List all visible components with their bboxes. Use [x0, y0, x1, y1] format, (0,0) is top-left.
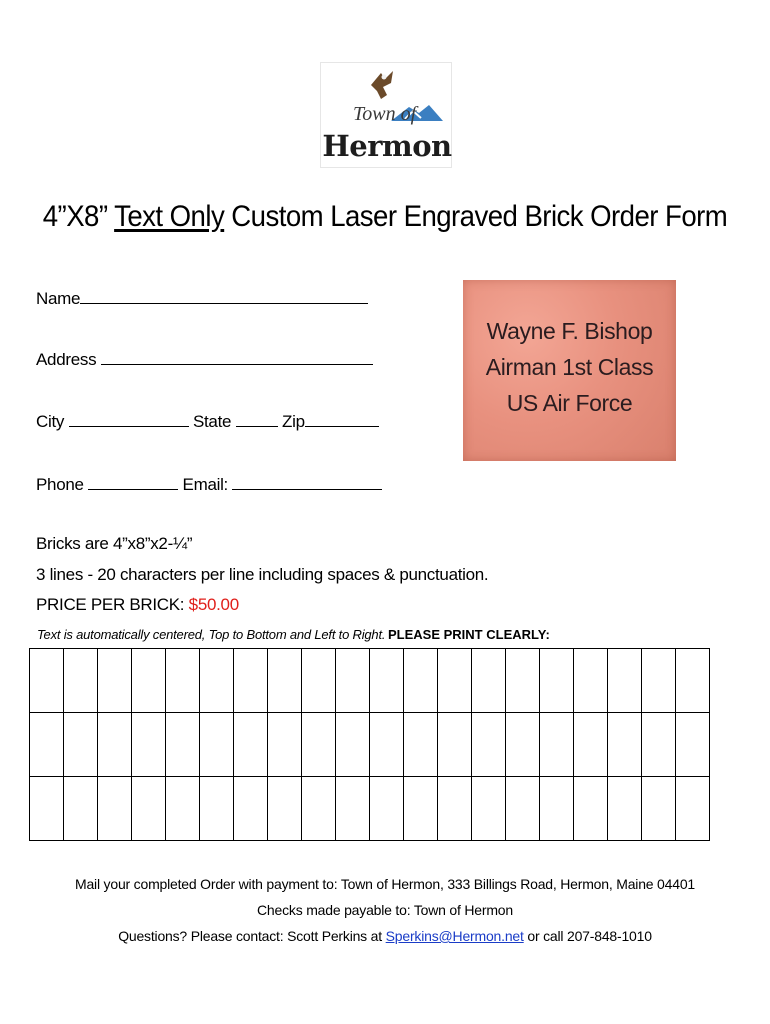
character-box[interactable] [608, 649, 642, 713]
address-field[interactable] [101, 348, 373, 365]
character-box[interactable] [30, 713, 64, 777]
name-row [36, 287, 368, 309]
brick-line-3: US Air Force [506, 390, 633, 416]
character-box[interactable] [98, 713, 132, 777]
title-suffix: Custom Laser Engraved Brick Order Form [224, 200, 728, 233]
character-box[interactable] [438, 713, 472, 777]
character-box[interactable] [268, 713, 302, 777]
character-box[interactable] [506, 777, 540, 841]
state-label: State [192, 412, 232, 431]
character-box[interactable] [404, 777, 438, 841]
eagle-icon [371, 71, 393, 99]
character-box[interactable] [642, 777, 676, 841]
character-box[interactable] [540, 649, 574, 713]
character-box[interactable] [540, 713, 574, 777]
character-box[interactable] [574, 777, 608, 841]
character-box[interactable] [200, 777, 234, 841]
character-box[interactable] [268, 649, 302, 713]
mail-instructions: Mail your completed Order with payment to: Town of Hermon, 333 Billings Road, Hermon, Maine 04401 [75, 876, 695, 892]
phone-label: Phone [36, 475, 84, 494]
address-row [36, 348, 373, 370]
character-box[interactable] [472, 713, 506, 777]
state-field[interactable] [236, 410, 278, 427]
character-box[interactable] [64, 713, 98, 777]
character-box[interactable] [234, 777, 268, 841]
price-label: PRICE PER BRICK: [36, 595, 189, 614]
name-label: Name [36, 289, 81, 308]
zip-label: Zip [282, 412, 305, 431]
character-box[interactable] [506, 713, 540, 777]
character-box[interactable] [676, 649, 710, 713]
centering-note: Text is automatically centered, Top to Bottom and Left to Right. [37, 627, 386, 642]
questions-suffix: or call 207-848-1010 [523, 928, 652, 944]
page-title [31, 200, 739, 234]
name-field[interactable] [80, 287, 368, 304]
logo-name-text: Hermon [322, 129, 452, 163]
character-box[interactable] [302, 713, 336, 777]
questions-prefix: Questions? Please contact: Scott Perkins at [118, 928, 386, 944]
character-box[interactable] [132, 649, 166, 713]
character-box[interactable] [676, 777, 710, 841]
questions-line [0, 928, 770, 944]
character-box[interactable] [30, 777, 64, 841]
character-box[interactable] [370, 713, 404, 777]
character-box[interactable] [336, 777, 370, 841]
city-label: City [36, 412, 65, 431]
title-underlined: Text Only [114, 200, 225, 233]
character-box[interactable] [608, 713, 642, 777]
email-field[interactable] [232, 473, 382, 490]
phone-email-row [36, 473, 382, 495]
character-box[interactable] [438, 777, 472, 841]
character-box[interactable] [268, 777, 302, 841]
character-box[interactable] [506, 649, 540, 713]
character-box[interactable] [574, 713, 608, 777]
character-box[interactable] [166, 713, 200, 777]
eagle-head [382, 75, 387, 80]
character-box[interactable] [540, 777, 574, 841]
character-box[interactable] [336, 649, 370, 713]
character-box[interactable] [234, 649, 268, 713]
price-row [36, 595, 239, 615]
character-box[interactable] [166, 777, 200, 841]
zip-field[interactable] [305, 410, 379, 427]
character-box[interactable] [336, 713, 370, 777]
checks-payable: Checks made payable to: Town of Hermon [257, 902, 513, 918]
character-box[interactable] [404, 713, 438, 777]
character-box[interactable] [404, 649, 438, 713]
character-box[interactable] [98, 777, 132, 841]
character-box[interactable] [642, 713, 676, 777]
character-box[interactable] [676, 713, 710, 777]
character-box[interactable] [302, 777, 336, 841]
character-box[interactable] [472, 777, 506, 841]
character-box[interactable] [64, 649, 98, 713]
brick-size: Bricks are 4”x8”x2-¼” [36, 534, 193, 553]
sample-brick-image [463, 280, 676, 461]
logo-town-text: Town of [353, 103, 417, 125]
brick-line-1: Wayne F. Bishop [486, 318, 653, 344]
lines-rule: 3 lines - 20 characters per line including spaces & punctuation. [36, 565, 489, 584]
character-box[interactable] [132, 713, 166, 777]
character-grid [29, 648, 710, 841]
character-box[interactable] [302, 649, 336, 713]
character-box[interactable] [370, 777, 404, 841]
city-field[interactable] [69, 410, 189, 427]
character-box[interactable] [30, 649, 64, 713]
character-box[interactable] [200, 713, 234, 777]
brick-line-2: Airman 1st Class [485, 354, 654, 380]
character-box[interactable] [64, 777, 98, 841]
address-label: Address [36, 350, 97, 369]
title-prefix: 4”X8” [42, 200, 115, 233]
character-box[interactable] [370, 649, 404, 713]
character-box[interactable] [642, 649, 676, 713]
contact-email-link[interactable]: Sperkins@Hermon.net [385, 928, 524, 944]
email-label: Email: [182, 475, 228, 494]
grid-row [30, 649, 710, 713]
character-box[interactable] [472, 649, 506, 713]
character-box[interactable] [132, 777, 166, 841]
grid-row [30, 713, 710, 777]
character-box[interactable] [98, 649, 132, 713]
price-value: $50.00 [188, 595, 239, 614]
city-state-zip-row [36, 410, 379, 432]
character-box[interactable] [608, 777, 642, 841]
character-box[interactable] [574, 649, 608, 713]
character-box[interactable] [166, 649, 200, 713]
character-box[interactable] [234, 713, 268, 777]
town-logo [320, 62, 452, 168]
phone-field[interactable] [88, 473, 178, 490]
character-box[interactable] [200, 649, 234, 713]
grid-row [30, 777, 710, 841]
character-box[interactable] [438, 649, 472, 713]
print-clearly-label: PLEASE PRINT CLEARLY: [388, 627, 550, 642]
